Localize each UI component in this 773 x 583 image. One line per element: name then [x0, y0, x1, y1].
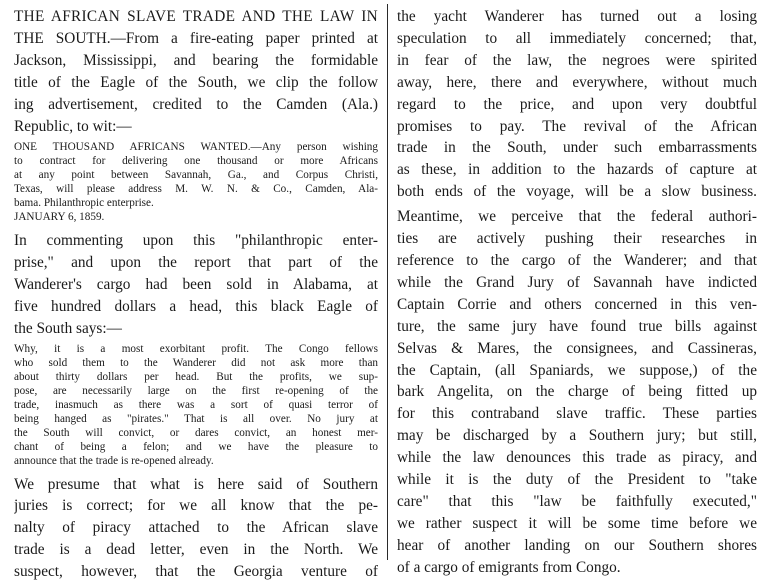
meantime-paragraph — [397, 206, 757, 578]
intro-paragraph — [14, 6, 378, 137]
text-line: ties are actively pushing their researches in — [397, 230, 757, 248]
text-line: Jackson, Mississippi, and bearing the formidable — [14, 51, 378, 69]
text-line: while the Grand Jury of Savannah have indicted — [397, 273, 757, 291]
text-line: of a cargo of emigrants from Congo. — [397, 558, 621, 576]
text-line: for this contraband slave traffic. These parties — [397, 405, 757, 423]
text-line: while the law denounces this trade as piracy, and — [397, 449, 757, 467]
text-line: we rather suspect it will be some time before we — [397, 514, 757, 532]
text-line: THE SOUTH.—From a fire-eating paper printed at — [14, 29, 378, 47]
text-line: five hundred dollars a head, this black Eagle of — [14, 297, 378, 315]
text-line: Selvas & Mares, the consignees, and Cassineras, — [397, 339, 757, 357]
text-line: suspect, however, that the Georgia venture of — [14, 563, 378, 581]
presume-paragraph — [14, 474, 378, 583]
text-line: reference to the cargo of the Wanderer; and that — [397, 251, 757, 269]
text-line: both ends of the voyage, will be a slow business. — [397, 183, 757, 201]
eagle-quote — [14, 343, 378, 468]
dateline: JANUARY 6, 1859. — [14, 210, 105, 223]
right-column — [397, 6, 757, 579]
advertisement-quote — [14, 141, 378, 224]
text-line: speculation to all immediately concerned; that, — [397, 29, 757, 47]
text-line: Wanderer's cargo had been sold in Alabama, at — [14, 275, 378, 293]
text-line: hear of another landing on our Southern shores — [397, 536, 757, 554]
text-line: Captain Corrie and others concerned in this ven- — [397, 295, 757, 313]
text-line: Meantime, we perceive that the federal authori- — [397, 208, 757, 226]
text-line: pose, are necessarily large on the first re-opening of the — [14, 385, 378, 398]
text-line: trade, inasmuch as there was a sort of quasi terror of — [14, 399, 378, 412]
text-line: title of the Eagle of the South, we clip the follow — [14, 73, 378, 91]
text-line: trade is a dead letter, even in the North. We — [14, 541, 378, 559]
text-line: who sold them to the Wanderer did not ask more than — [14, 357, 378, 370]
left-column — [14, 6, 378, 583]
text-line: We presume that what is here said of Southern — [14, 475, 378, 493]
text-line: Republic, to wit:— — [14, 117, 132, 135]
text-line: while it is the duty of the President to "take — [397, 471, 757, 489]
text-line: as these, in addition to the hazards of capture at — [397, 161, 757, 179]
text-line: In commenting upon this "philanthropic enter- — [14, 231, 378, 249]
text-line: ing advertisement, credited to the Camden (Ala.) — [14, 95, 378, 113]
text-line: THE AFRICAN SLAVE TRADE AND THE LAW IN — [14, 8, 378, 25]
text-line: regard to the price, and upon very doubtful — [397, 95, 757, 113]
continuation-paragraph — [397, 6, 757, 203]
text-line: the South says:— — [14, 319, 122, 337]
comment-paragraph — [14, 230, 378, 340]
text-line: about thirty dollars per head. But the profits, we sup- — [14, 371, 378, 384]
text-line: juries is correct; for we all know that the pe- — [14, 497, 378, 515]
text-line: ture, the same jury have found true bills against — [397, 317, 757, 335]
text-line: announce that the trade is re-opened already. — [14, 454, 214, 467]
text-line: promises to pay. The revival of the African — [397, 117, 757, 135]
text-line: Why, it is a most exorbitant profit. The Congo fellows — [14, 343, 378, 356]
text-line: bama. Philanthropic enterprise. — [14, 197, 154, 210]
text-line: trade in the South, under such embarrassments — [397, 139, 757, 157]
column-divider — [387, 4, 388, 560]
text-line: the South will convict, or dares convict, an honest mer- — [14, 426, 378, 439]
text-line: in fear of the law, the negroes were spirited — [397, 51, 757, 69]
text-line: ONE THOUSAND AFRICANS WANTED.—Any person wishing — [14, 141, 378, 154]
text-line: bark Angelita, on the charge of being fitted up — [397, 383, 757, 401]
text-line: being hanged as "pirates." That is all over. No jury at — [14, 412, 378, 425]
text-line: Texas, will please address M. W. N. & Co., Camden, Ala- — [14, 183, 378, 196]
text-line: prise," and upon the report that part of the — [14, 253, 378, 271]
text-line: chant of being a felon; and we have the pleasure to — [14, 440, 378, 453]
text-line: nalty of piracy attached to the African slave — [14, 519, 378, 537]
text-line: the Captain, (all Spaniards, we suppose,) of the — [397, 361, 757, 379]
text-line: away, here, there and everywhere, without much — [397, 73, 757, 91]
text-line: care" that this "law be faithfully executed," — [397, 492, 757, 510]
text-line: the yacht Wanderer has turned out a losing — [397, 8, 757, 25]
text-line: to contract for delivering one thousand or more Africans — [14, 155, 378, 168]
text-line: may be discharged by a Southern jury; but still, — [397, 427, 757, 445]
text-line: at any point between Savannah, Ga., and Corpus Christi, — [14, 169, 378, 182]
